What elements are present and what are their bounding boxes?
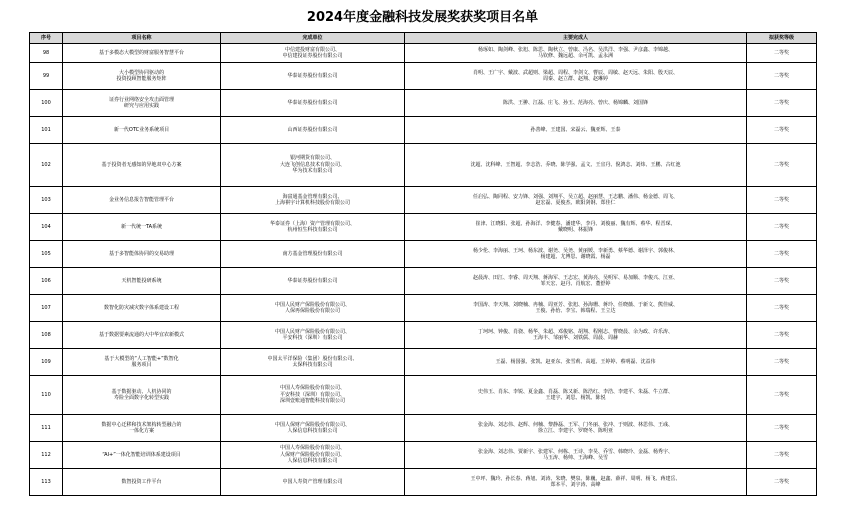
cell-name: 数据中心迁移和技术架构转型融合的 一体化方案	[63, 415, 221, 442]
cell-people: 杨少伦、李海丽、王珂、杨东波、谢尧、吴尧、黄丽媛、李新勇、蔡华德、谢泽宇、郭俊林、 杨建超、尤博思、谢晓霞、杨磊	[405, 241, 747, 268]
cell-people: 任启弘、陶同程、安力锋、刘强、刘翔平、吴立超、赵丽慧、王志鹏、潘伟、杨金德、周飞、 赵宏磊、夏俊杰、欧阳剑钢、郑佳仁	[405, 187, 747, 214]
table-row	[30, 90, 817, 117]
cell-unit: 银河期货有限公司、 大连飞创信息技术有限公司、 华为技术有限公司	[221, 144, 405, 187]
table-row	[30, 469, 817, 496]
table-row	[30, 63, 817, 90]
cell-people: 张金海、刘志伟、贾新宇、张建军、何栋、王诗、李昊、乔雪、韩晓玲、金磊、杨秀宇、 马玉涛、杨帅、王海峰、吴雪	[405, 442, 747, 469]
table-header-row	[30, 33, 817, 44]
table-row	[30, 241, 817, 268]
cell-no: 108	[30, 322, 63, 349]
header-level: 拟获奖等级	[747, 33, 817, 44]
cell-no: 105	[30, 241, 63, 268]
cell-people: 孙善峰、王建国、宋磊云、魏亚辉、王泰	[405, 117, 747, 144]
cell-no: 110	[30, 376, 63, 415]
cell-unit: 南方基金管理股份有限公司	[221, 241, 405, 268]
cell-name: 基于多模态大模型的财富服务智慧平台	[63, 44, 221, 63]
cell-unit: 山西证券股份有限公司	[221, 117, 405, 144]
cell-unit: 华泰证券股份有限公司	[221, 63, 405, 90]
cell-people: 沈超、沈科峰、王智超、李志浩、乔晓、陈学强、孟文、王宜丹、倪鸿志、刘炜、王鹏、古红池	[405, 144, 747, 187]
cell-no: 112	[30, 442, 63, 469]
cell-no: 111	[30, 415, 63, 442]
cell-name: 基于数据要素流通的大中华宜农新模式	[63, 322, 221, 349]
cell-no: 109	[30, 349, 63, 376]
cell-name: 大小模型协同驱动的 投资投顾智能服务矩阵	[63, 63, 221, 90]
cell-name: 新一代OTC业务系统项目	[63, 117, 221, 144]
table-row	[30, 295, 817, 322]
cell-name: 金业务信息报告智能管理平台	[63, 187, 221, 214]
cell-unit: 华泰证券（上海）资产管理有限公司、 杭州恒生科技有限公司	[221, 214, 405, 241]
cell-name: 数智化防灾减灾数字体系建设工程	[63, 295, 221, 322]
header-unit: 完成单位	[221, 33, 405, 44]
cell-level: 二等奖	[747, 415, 817, 442]
cell-level: 二等奖	[747, 144, 817, 187]
cell-no: 101	[30, 117, 63, 144]
cell-level: 二等奖	[747, 322, 817, 349]
cell-level: 二等奖	[747, 295, 817, 322]
cell-people: 史伟玉、肖东、李锐、夏金鑫、肖磊、陈又新、陈浩红、李浩、李建平、朱磊、牛立群、 王建宇、刘思、杨凯、陈悦	[405, 376, 747, 415]
cell-name: 基于数据驱动、人机协同的 寿险全面数字化转型实践	[63, 376, 221, 415]
cell-people: 丁珂珂、钟俊、肖骁、杨华、朱超、邓俊铭、胡翔、程刚志、曹晓晨、余为政、许乐涛、 王海丰、邹丽华、刘铁儒、周晨、周赫	[405, 322, 747, 349]
cell-name: 基于大模型的“人工智能+”数智化 服务项目	[63, 349, 221, 376]
cell-no: 104	[30, 214, 63, 241]
cell-level: 二等奖	[747, 268, 817, 295]
cell-level: 二等奖	[747, 442, 817, 469]
cell-level: 二等奖	[747, 44, 817, 63]
table-row	[30, 442, 817, 469]
cell-level: 二等奖	[747, 214, 817, 241]
cell-people: 崔津、江晓阳、张超、孙海洋、李健春、潘建华、李丹、刘俊丽、魏有辉、蔡华、程晋琛、 戴晓明、林振锋	[405, 214, 747, 241]
cell-people: 赵晨涛、田江、李睿、周天翔、蒋海军、王志宏、黄海亮、吴明军、易加顺、李俊兴、江亚、 邹天宏、赵丹、肖航宏、董舒婷	[405, 268, 747, 295]
cell-no: 103	[30, 187, 63, 214]
cell-unit: 华泰证券股份有限公司	[221, 268, 405, 295]
cell-no: 100	[30, 90, 63, 117]
cell-level: 二等奖	[747, 241, 817, 268]
cell-name: 基于多智能体协同的交易助理	[63, 241, 221, 268]
cell-unit: 中国人寿资产管理有限公司	[221, 469, 405, 496]
cell-unit: 中国人寿保险股份有限公司、 人保财产保险股份有限公司、 人保信息科技有限公司	[221, 442, 405, 469]
cell-no: 102	[30, 144, 63, 187]
cell-no: 106	[30, 268, 63, 295]
cell-level: 二等奖	[747, 349, 817, 376]
table-row	[30, 144, 817, 187]
cell-people: 陈洪、王翀、江磊、庄飞、孙玉、范海亮、曾庆、杨锦麟、刘国锋	[405, 90, 747, 117]
table-row	[30, 268, 817, 295]
table-row	[30, 214, 817, 241]
cell-level: 二等奖	[747, 90, 817, 117]
cell-people: 李国涛、李天翔、刘晓楠、冉楠、周亚芳、张旭、孙海珊、蒋玲、任晓薇、于新文、熊佳威、 王俊、孙怡、李宝、韩瑞程、王立达	[405, 295, 747, 322]
cell-unit: 海富通基金管理有限公司、 上海祺宇计算机科技股份有限公司	[221, 187, 405, 214]
cell-no: 113	[30, 469, 63, 496]
header-name: 项目名称	[63, 33, 221, 44]
cell-name: “AI+”一体化智能培训体系建设项目	[63, 442, 221, 469]
cell-unit: 华泰证券股份有限公司	[221, 90, 405, 117]
cell-no: 98	[30, 44, 63, 63]
table-row	[30, 376, 817, 415]
cell-unit: 中国人保财产保险股份有限公司、 人保信息科技有限公司	[221, 415, 405, 442]
cell-people: 王中坪、魏玲、孙长春、蒋旭、刘涛、朱晓、樊泉、陈巍、赵鑫、薛祥、周明、杨飞、蒋建岳、 郑本平、刘宇涛、高峰	[405, 469, 747, 496]
cell-people: 肖明、王广宇、戴波、武超则、梁超、周程、李剑文、曹辰、周敏、赵天远、朱阳、殷天辰、 周秦、赵立群、赵翔、赵琳婷	[405, 63, 747, 90]
table-row	[30, 349, 817, 376]
cell-no: 107	[30, 295, 63, 322]
table-row	[30, 44, 817, 63]
cell-level: 二等奖	[747, 469, 817, 496]
cell-people: 张金海、刘志伟、赵辉、何楠、黎静磊、王军、门冬丽、张冲、于则波、林思伟、王彧、 徐立江、李建宇、罗晓冬、陈明亚	[405, 415, 747, 442]
header-people: 主要完成人	[405, 33, 747, 44]
cell-level: 二等奖	[747, 63, 817, 90]
cell-name: 证券行业网络安全攻击面管理 研究与应用实践	[63, 90, 221, 117]
table-row	[30, 117, 817, 144]
cell-name: 天机智能投研系统	[63, 268, 221, 295]
cell-level: 二等奖	[747, 187, 817, 214]
table-row	[30, 187, 817, 214]
cell-unit: 中国人寿保险股份有限公司、 平安科技（深圳）有限公司、 深圳壹账通智能科技有限公司	[221, 376, 405, 415]
cell-name: 新一代统一TA系统	[63, 214, 221, 241]
table-row	[30, 322, 817, 349]
cell-no: 99	[30, 63, 63, 90]
cell-level: 二等奖	[747, 117, 817, 144]
cell-name: 基于投资者无感知的异地双中心方案	[63, 144, 221, 187]
cell-name: 数智投资工作平台	[63, 469, 221, 496]
award-table	[29, 32, 817, 496]
header-no: 序号	[30, 33, 63, 44]
cell-unit: 中国人民财产保险股份有限公司、 人保再保险股份有限公司	[221, 295, 405, 322]
cell-people: 王磊、杨国强、张凯、赵亚东、张雪莉、高超、王婷婷、蔡明磊、沈益伟	[405, 349, 747, 376]
page-title: 2024年度金融科技发展奖获奖项目名单	[306, 10, 539, 25]
table-row	[30, 415, 817, 442]
cell-unit: 中信建投财富有限公司、 中信建投证券股份有限公司	[221, 44, 405, 63]
cell-unit: 中国人民财产保险股份有限公司、 平安科技（深圳）有限公司	[221, 322, 405, 349]
cell-level: 二等奖	[747, 376, 817, 415]
cell-people: 杨琢如、陶剑峰、张旭、陈思、陶秋立、曾康、冯名、吴洪洋、李强、尹彦鑫、李锦越、 马钦修、魏远超、余可凯、孟永洲	[405, 44, 747, 63]
cell-unit: 中国太平洋保险（集团）股份有限公司、 太保科技有限公司	[221, 349, 405, 376]
